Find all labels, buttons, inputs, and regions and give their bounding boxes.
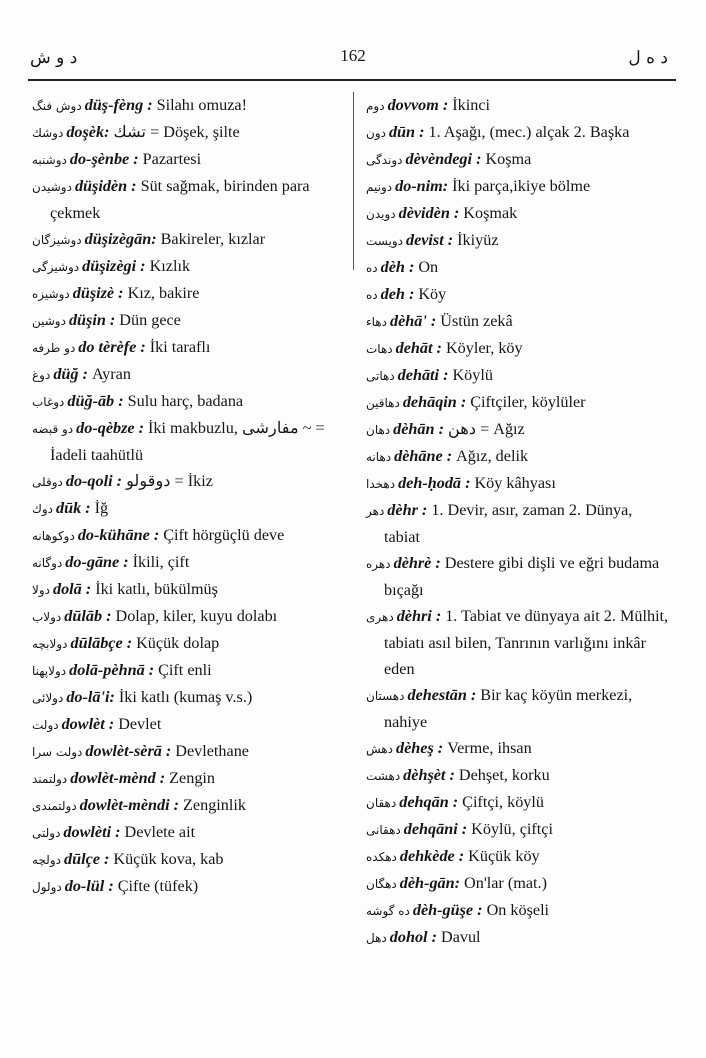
dictionary-entry (366, 497, 672, 550)
entry-definition: On (418, 258, 439, 276)
entry-arabic-script: دوشيدن (32, 180, 72, 194)
entry-definition: Devlethane (175, 742, 249, 760)
entry-definition: Koşmak (463, 204, 518, 222)
entry-definition: Köy kâhyası (474, 474, 556, 492)
entry-definition: İki taraflı (149, 338, 211, 356)
entry-definition: Süt sağmak, birinden para çekmek (50, 177, 310, 222)
entry-arabic-script: دهشت (366, 769, 401, 783)
dictionary-entry (32, 92, 344, 119)
entry-arabic-script: دوگانه (32, 556, 63, 570)
entry-headword: deh-ḥodā : (398, 474, 471, 492)
entry-headword: do-qèbze : (76, 419, 145, 437)
entry-arabic-script: دوقلى (32, 475, 63, 489)
entry-headword: dèhşèt : (403, 766, 455, 784)
entry-arabic-script: ده (366, 261, 378, 275)
entry-definition: Sulu harç, badana (127, 392, 244, 410)
entry-headword: dèhā' : (389, 312, 437, 330)
entry-headword: düşin : (68, 311, 116, 329)
entry-arabic-script: دويدن (366, 207, 396, 221)
dictionary-entry (32, 361, 344, 388)
entry-arabic-script: دوكوهانه (32, 529, 75, 543)
dictionary-entry (366, 173, 672, 200)
entry-arabic-script: دوشيزه (32, 287, 70, 301)
entry-arabic-script: دهگان (366, 877, 397, 891)
dictionary-entry (32, 495, 344, 522)
entry-headword: dolā-pèhnā : (69, 661, 155, 679)
entry-arabic-script: دولت (32, 718, 59, 732)
entry-headword: do-lül : (64, 877, 114, 895)
entry-definition: Köylü (452, 366, 493, 384)
entry-definition: دوقولو = İkiz (126, 472, 213, 490)
entry-headword: dèvèndegi : (405, 150, 482, 168)
entry-definition: Silahı omuza! (156, 96, 247, 114)
entry-arabic-script: دوشك (32, 126, 64, 140)
dictionary-entry (366, 308, 672, 335)
entry-arabic-script: دولابچه (32, 637, 68, 651)
entry-definition: Köy (418, 285, 447, 303)
entry-headword: dowlèt-mèndi : (79, 796, 180, 814)
entry-arabic-script: دولائى (32, 691, 64, 705)
column-divider (353, 92, 354, 270)
dictionary-entry (32, 334, 344, 361)
entry-arabic-script: دونيم (366, 180, 393, 194)
entry-arabic-script: دوغ (32, 368, 51, 382)
page-header (0, 46, 706, 76)
entry-definition: Dolap, kiler, kuyu dolabı (115, 607, 278, 625)
entry-definition: Davul (441, 928, 481, 946)
dictionary-entry (366, 227, 672, 254)
entry-arabic-script: ده (366, 288, 378, 302)
entry-headword: düş-fèng : (84, 96, 153, 114)
entry-arabic-script: دوم (366, 99, 385, 113)
dictionary-entry (366, 389, 672, 416)
dictionary-entry (366, 470, 672, 497)
entry-arabic-script: دويست (366, 234, 403, 248)
entry-definition: Köylü, çiftçi (471, 820, 553, 838)
entry-arabic-script: دهش (366, 742, 393, 756)
entry-headword: dèh-güşe : (412, 901, 483, 919)
entry-arabic-script: دهستان (366, 689, 405, 703)
entry-arabic-script: دولاب (32, 610, 62, 624)
entry-arabic-script: دولتمندى (32, 799, 77, 813)
dictionary-entry (32, 684, 344, 711)
entry-arabic-script: دهل (366, 931, 387, 945)
dictionary-entry (32, 226, 344, 253)
dictionary-entry (32, 253, 344, 280)
entry-arabic-script: دهكده (366, 850, 397, 864)
entry-definition: Ağız, delik (456, 447, 529, 465)
entry-definition: 1. Aşağı, (mec.) alçak 2. Başka (428, 123, 630, 141)
entry-definition: Dün gece (119, 311, 181, 329)
entry-definition: Bir kaç köyün merkezi, nahiye (384, 686, 633, 731)
dictionary-entry (32, 173, 344, 226)
entry-arabic-script: دولتى (32, 826, 61, 840)
page-number: 162 (340, 46, 366, 65)
entry-arabic-script: دوغاب (32, 395, 65, 409)
entry-definition: İki katlı (kumaş v.s.) (118, 688, 253, 706)
entry-arabic-script: دهانه (366, 450, 392, 464)
dictionary-entry (32, 146, 344, 173)
entry-headword: dèhr : (387, 501, 428, 519)
entry-arabic-script: دولا (32, 583, 50, 597)
entry-definition: Küçük köy (468, 847, 540, 865)
entry-definition: On köşeli (486, 901, 550, 919)
entry-headword: dehkède : (399, 847, 465, 865)
entry-headword: dèh : (380, 258, 415, 276)
entry-arabic-script: دوشيزگان (32, 233, 82, 247)
entry-arabic-script: دهاء (366, 315, 387, 329)
dictionary-entry (32, 522, 344, 549)
entry-definition: Kızlık (149, 257, 191, 275)
dictionary-entry (366, 335, 672, 362)
entry-definition: İki katlı, bükülmüş (95, 580, 218, 598)
entry-arabic-script: دولچه (32, 853, 61, 867)
dictionary-entry (366, 92, 672, 119)
entry-headword: dūn : (388, 123, 425, 141)
entry-headword: do-kühāne : (77, 526, 160, 544)
entry-headword: dovvom : (387, 96, 449, 114)
entry-arabic-script: دهخدا (366, 477, 396, 491)
entry-headword: dèhān : (393, 420, 444, 438)
dictionary-entry (366, 254, 672, 281)
entry-definition: تشك = Döşek, şilte (113, 123, 240, 141)
entry-definition: İki makbuzlu, مفارشى ~ = İadeli taahütlü (50, 419, 325, 464)
entry-headword: dehestān : (407, 686, 477, 704)
dictionary-entry (366, 119, 672, 146)
entry-arabic-script: دوش فنگ (32, 99, 82, 113)
dictionary-entry (366, 924, 672, 951)
entry-headword: dèheş : (395, 739, 444, 757)
dictionary-entry (366, 443, 672, 470)
entry-headword: düşizègān: (84, 230, 157, 248)
entry-headword: dèhāne : (394, 447, 453, 465)
entry-arabic-script: ده گوشه (366, 904, 410, 918)
entry-headword: dowlèt-sèrā : (85, 742, 172, 760)
dictionary-entry (32, 468, 344, 495)
entry-definition: Devlet (118, 715, 162, 733)
entry-headword: do-qoli : (65, 472, 123, 490)
dictionary-entry (32, 738, 344, 765)
entry-arabic-script: دو قبضه (32, 422, 74, 436)
entry-definition: İğ (94, 499, 109, 517)
entry-headword: dūlābçe : (70, 634, 133, 652)
entry-definition: Pazartesi (142, 150, 202, 168)
entry-headword: dehāqin : (402, 393, 467, 411)
entry-arabic-script: دو طرفه (32, 341, 76, 355)
entry-definition: Çiftçi, köylü (462, 793, 544, 811)
dictionary-entry (32, 415, 344, 468)
dictionary-entry (366, 735, 672, 762)
entry-definition: Küçük dolap (136, 634, 220, 652)
dictionary-entry (32, 549, 344, 576)
entry-headword: dehqān : (399, 793, 459, 811)
dictionary-entry (366, 281, 672, 308)
entry-headword: dèhrè : (393, 554, 441, 572)
dictionary-entry (32, 119, 344, 146)
entry-definition: Dehşet, korku (458, 766, 550, 784)
entry-headword: düşidèn : (74, 177, 137, 195)
entry-arabic-script: دهقانى (366, 823, 401, 837)
dictionary-entry (366, 789, 672, 816)
entry-arabic-script: دولول (32, 880, 62, 894)
entry-headword: do-lā'i: (66, 688, 115, 706)
entry-headword: düşizè : (72, 284, 124, 302)
entry-headword: düşizègi : (82, 257, 146, 275)
entry-arabic-script: دولتمند (32, 772, 68, 786)
entry-headword: dowlèti : (63, 823, 121, 841)
dictionary-entry (32, 576, 344, 603)
dictionary-entry (366, 362, 672, 389)
dictionary-entry (32, 280, 344, 307)
entry-definition: İkili, çift (132, 553, 190, 571)
entry-headword: dèh-gān: (399, 874, 461, 892)
right-column (366, 92, 672, 951)
dictionary-entry (32, 630, 344, 657)
entry-arabic-script: دهان (366, 423, 391, 437)
entry-headword: dowlèt : (61, 715, 115, 733)
entry-headword: dehāt : (395, 339, 442, 357)
dictionary-entry (366, 416, 672, 443)
entry-headword: dèvidèn : (398, 204, 460, 222)
dictionary-entry (32, 711, 344, 738)
entry-definition: Kız, bakire (127, 284, 200, 302)
entry-headword: do-nim: (395, 177, 449, 195)
entry-arabic-script: دهاتى (366, 369, 395, 383)
dictionary-entry (32, 307, 344, 334)
entry-definition: Çift hörgüçlü deve (163, 526, 285, 544)
entry-arabic-script: دوشيزگى (32, 260, 80, 274)
dictionary-entry (366, 200, 672, 227)
entry-arabic-script: دوشين (32, 314, 66, 328)
entry-headword: dèhri : (396, 607, 442, 625)
entry-arabic-script: دهات (366, 342, 393, 356)
header-right-guide: د ه ل (628, 48, 668, 68)
entry-definition: دهن = Ağız (447, 420, 525, 438)
entry-definition: Zenginlik (183, 796, 246, 814)
entry-definition: 1. Tabiat ve dünyaya ait 2. Mülhit, tabiatı asıl bilen, Tanrının varlığını inkâr eden (384, 607, 669, 678)
dictionary-entry (366, 682, 672, 735)
entry-arabic-script: دوك (32, 502, 54, 516)
entry-definition: Koşma (485, 150, 532, 168)
entry-definition: Küçük kova, kab (113, 850, 224, 868)
entry-definition: On'lar (mat.) (464, 874, 547, 892)
header-left-guide: د و ش (30, 48, 78, 68)
entry-arabic-script: دولاپهنا (32, 664, 67, 678)
entry-arabic-script: دهرى (366, 610, 394, 624)
entry-definition: İkiyüz (457, 231, 499, 249)
entry-definition: Zengin (169, 769, 216, 787)
entry-headword: dūlçe : (63, 850, 110, 868)
dictionary-entry (366, 603, 672, 682)
entry-arabic-script: دوندگى (366, 153, 403, 167)
entry-definition: Devlete ait (124, 823, 196, 841)
entry-definition: Destere gibi dişli ve eğri budama bıçağı (384, 554, 660, 599)
header-rule (28, 79, 676, 81)
entry-headword: deh : (380, 285, 415, 303)
entry-headword: düğ-āb : (67, 392, 124, 410)
entry-arabic-script: دهر (366, 504, 385, 518)
entry-headword: dūlāb : (64, 607, 112, 625)
entry-definition: Çiftçiler, köylüler (470, 393, 586, 411)
dictionary-entry (366, 816, 672, 843)
entry-headword: dowlèt-mènd : (70, 769, 166, 787)
entry-definition: İki parça,ikiye bölme (452, 177, 591, 195)
left-column (32, 92, 344, 900)
dictionary-entry (32, 873, 344, 900)
entry-headword: dūk : (56, 499, 91, 517)
entry-definition: 1. Devir, asır, zaman 2. Dünya, tabiat (384, 501, 633, 546)
entry-headword: do-şènbe : (69, 150, 139, 168)
entry-arabic-script: دولت سرا (32, 745, 83, 759)
entry-arabic-script: دهره (366, 557, 391, 571)
entry-arabic-script: دون (366, 126, 386, 140)
entry-headword: do tèrèfe : (78, 338, 146, 356)
entry-definition: Köyler, köy (445, 339, 523, 357)
dictionary-entry (366, 762, 672, 789)
dictionary-entry (32, 765, 344, 792)
entry-definition: Çifte (tüfek) (117, 877, 199, 895)
entry-headword: dolā : (52, 580, 92, 598)
dictionary-entry (32, 846, 344, 873)
dictionary-entry (32, 657, 344, 684)
entry-definition: Ayran (91, 365, 131, 383)
entry-headword: do-gāne : (65, 553, 129, 571)
entry-headword: dohol : (389, 928, 437, 946)
dictionary-entry (32, 819, 344, 846)
entry-headword: dehāti : (397, 366, 449, 384)
entry-arabic-script: دوشنبه (32, 153, 67, 167)
entry-definition: Üstün zekâ (440, 312, 513, 330)
dictionary-entry (32, 603, 344, 630)
dictionary-entry (366, 897, 672, 924)
entry-definition: Verme, ihsan (447, 739, 532, 757)
dictionary-entry (366, 843, 672, 870)
dictionary-entry (32, 792, 344, 819)
dictionary-entry (366, 146, 672, 173)
entry-arabic-script: دهاقين (366, 396, 400, 410)
entry-definition: İkinci (452, 96, 491, 114)
entry-headword: devist : (405, 231, 454, 249)
entry-headword: doşèk: (66, 123, 110, 141)
entry-arabic-script: دهقان (366, 796, 397, 810)
entry-headword: düğ : (53, 365, 88, 383)
dictionary-entry (32, 388, 344, 415)
entry-headword: dehqāni : (403, 820, 468, 838)
dictionary-entry (366, 870, 672, 897)
entry-definition: Çift enli (158, 661, 212, 679)
entry-definition: Bakireler, kızlar (160, 230, 266, 248)
dictionary-entry (366, 550, 672, 603)
